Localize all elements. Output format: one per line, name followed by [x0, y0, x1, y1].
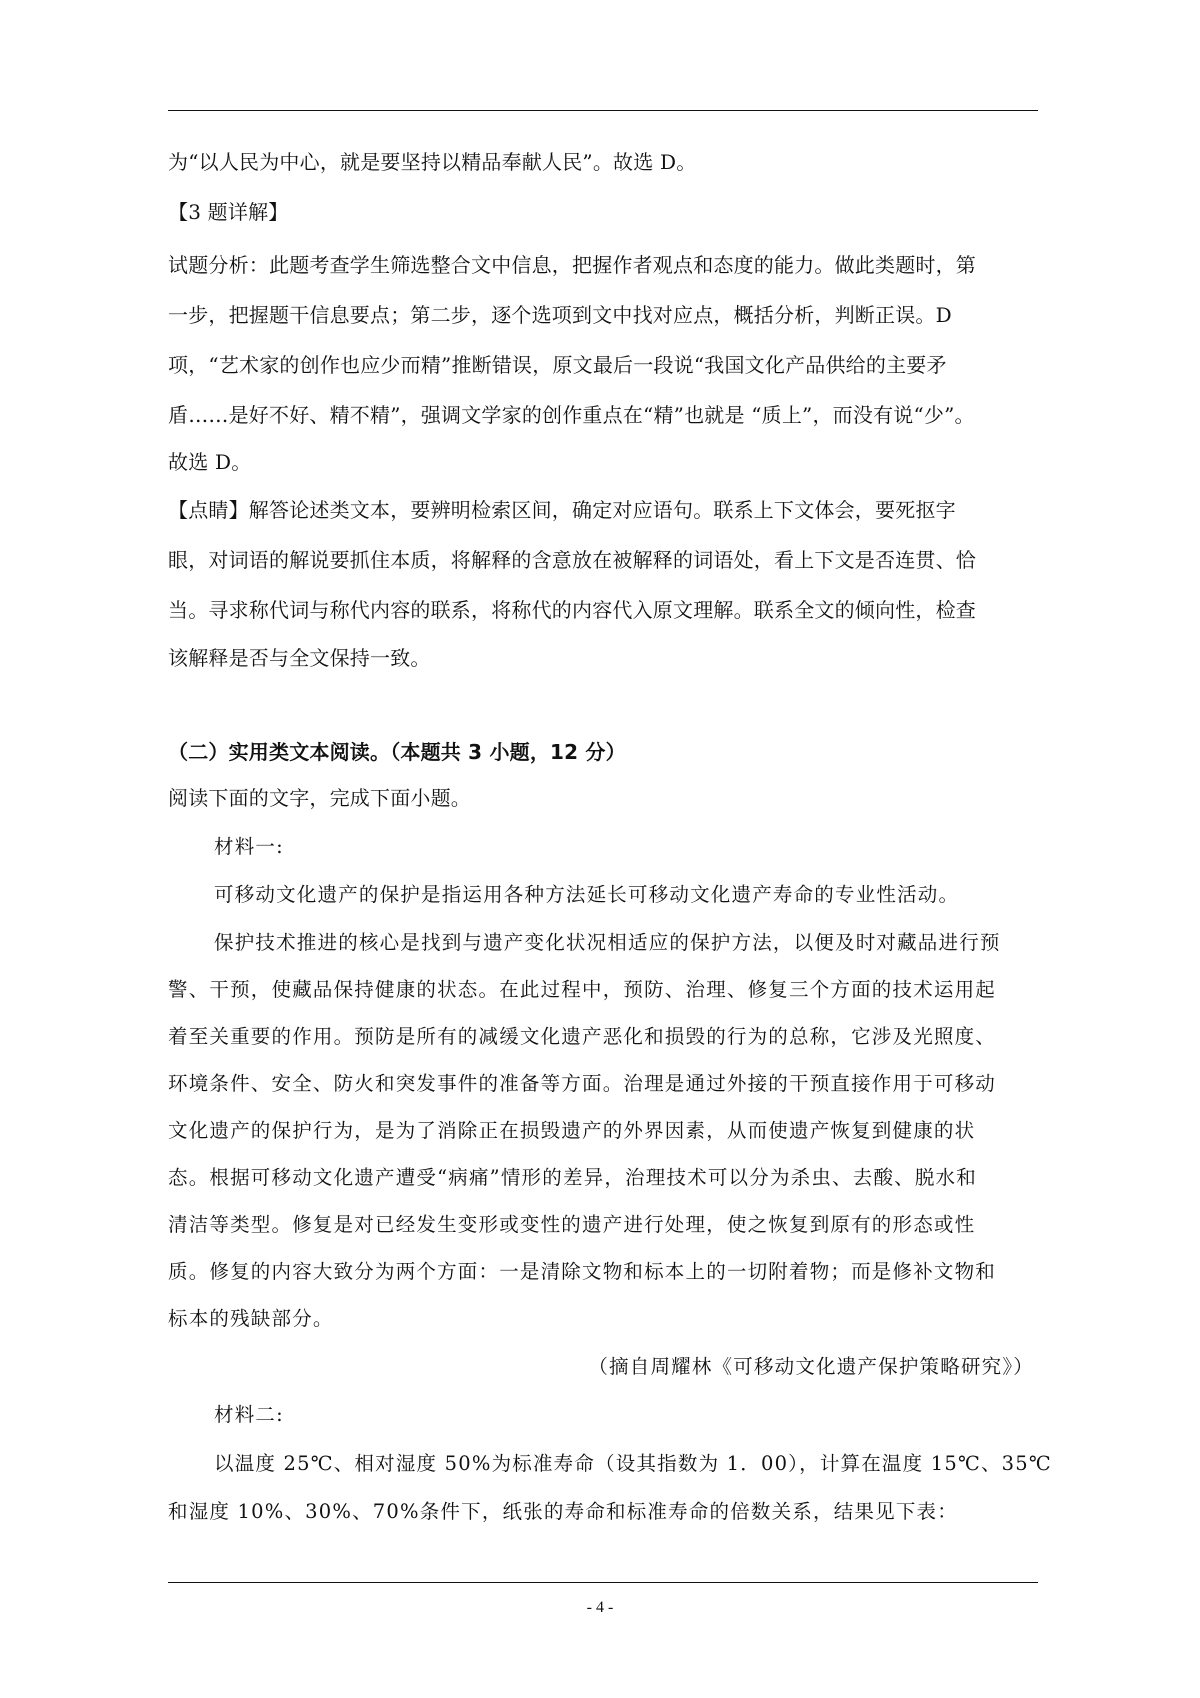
paragraph-line: 文化遗产的保护行为，是为了消除正在损毁遗产的外界因素，从而使遗产恢复到健康的状: [168, 1119, 976, 1142]
header-rule: [168, 110, 1038, 111]
paragraph-line: 可移动文化遗产的保护是指运用各种方法延长可移动文化遗产寿命的专业性活动。: [214, 883, 960, 906]
section-instruction: 阅读下面的文字，完成下面小题。: [168, 786, 471, 810]
page-number: - 4 -: [586, 1599, 614, 1616]
paragraph-line: 标本的残缺部分。: [168, 1307, 334, 1330]
text-line: 项，“艺术家的创作也应少而精”推断错误，原文最后一段说“我国文化产品供给的主要矛: [168, 353, 947, 377]
paragraph-line: 以温度 25℃、相对湿度 50%为标准寿命（设其指数为 1．00），计算在温度 15℃、35℃: [214, 1452, 1052, 1475]
paragraph-line: 质。修复的内容大致分为两个方面：一是清除文物和标本上的一切附着物；而是修补文物和: [168, 1260, 997, 1283]
paragraph-line: 警、干预，使藏品保持健康的状态。在此过程中，预防、治理、修复三个方面的技术运用起: [168, 978, 997, 1001]
text-line: 盾……是好不好、精不精”，强调文学家的创作重点在“精”也就是 “质上”，而没有说“少”。: [168, 403, 975, 427]
footer-rule: [168, 1582, 1038, 1583]
text-line: 一步，把握题干信息要点；第二步，逐个选项到文中找对应点，概括分析，判断正误。D: [168, 303, 952, 327]
paragraph-line: 态。根据可移动文化遗产遭受“病痛”情形的差异，治理技术可以分为杀虫、去酸、脱水和: [168, 1166, 977, 1189]
paragraph-line: 清洁等类型。修复是对已经发生变形或变性的遗产进行处理，使之恢复到原有的形态或性: [168, 1213, 976, 1236]
text-line: 该解释是否与全文保持一致。: [168, 646, 431, 670]
text-line: 试题分析：此题考查学生筛选整合文中信息，把握作者观点和态度的能力。做此类题时，第: [168, 253, 976, 277]
text-line: 为“以人民为中心，就是要坚持以精品奉献人民”。故选 D。: [168, 150, 697, 174]
paragraph-line: 保护技术推进的核心是找到与遗产变化状况相适应的保护方法，以便及时对藏品进行预: [214, 931, 1001, 954]
paragraph-line: 环境条件、安全、防火和突发事件的准备等方面。治理是通过外接的干预直接作用于可移动: [168, 1072, 997, 1095]
material-label: 材料一:: [214, 835, 284, 858]
source-citation: （摘自周耀林《可移动文化遗产保护策略研究》）: [588, 1355, 1034, 1378]
section-heading: （二）实用类文本阅读。（本题共 3 小题，12 分）: [168, 740, 626, 764]
question-3-heading: 【3 题详解】: [168, 200, 289, 224]
paragraph-line: 着至关重要的作用。预防是所有的减缓文化遗产恶化和损毁的行为的总称，它涉及光照度、: [168, 1025, 997, 1048]
text-line: 故选 D。: [168, 450, 252, 474]
material-label: 材料二:: [214, 1403, 284, 1426]
text-line: 当。寻求称代词与称代内容的联系，将称代的内容代入原文理解。联系全文的倾向性，检查: [168, 598, 976, 622]
paragraph-line: 和湿度 10%、30%、70%条件下，纸张的寿命和标准寿命的倍数关系，结果见下表：: [168, 1500, 958, 1523]
dianjing-line: 【点睛】解答论述类文本，要辨明检索区间，确定对应语句。联系上下文体会，要死抠字: [168, 498, 956, 522]
text-line: 眼，对词语的解说要抓住本质，将解释的含意放在被解释的词语处，看上下文是否连贯、恰: [168, 548, 976, 572]
